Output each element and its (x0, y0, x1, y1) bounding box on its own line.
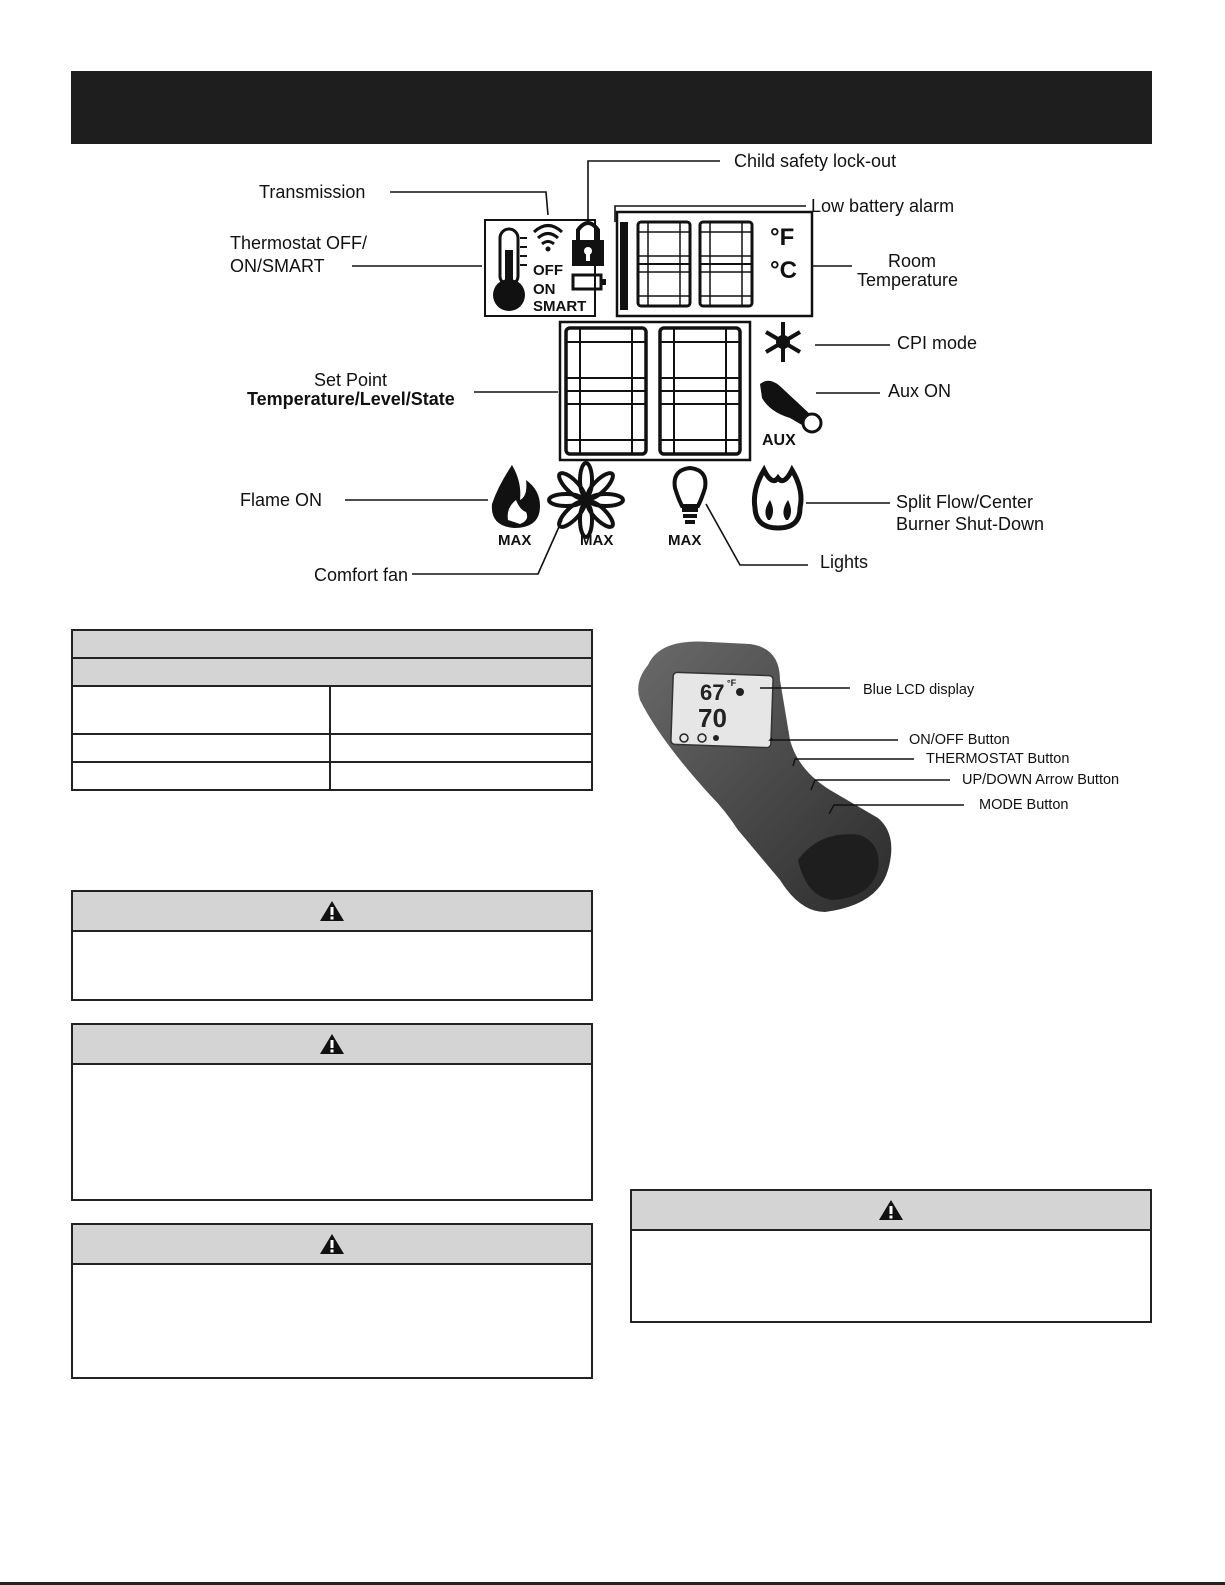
warning-header (632, 1191, 1150, 1231)
room-temperature-callout-line1: Room (888, 251, 937, 271)
blue-lcd-callout: Blue LCD display (863, 682, 975, 698)
remote-set-temp: 70 (698, 703, 727, 733)
low-battery-callout: Low battery alarm (811, 196, 955, 216)
cpi-mode-callout: CPI mode (897, 333, 978, 353)
wifi-icon (534, 226, 562, 252)
celsius-label: °C (770, 257, 797, 284)
warning-box-4 (630, 1189, 1152, 1323)
warning-triangle-icon (319, 1233, 345, 1255)
warning-header (73, 892, 591, 932)
bulb-icon (675, 468, 706, 524)
room-temperature-callout-line2: Temperature (857, 270, 959, 290)
table-cell (72, 734, 330, 762)
light-max-label: MAX (668, 532, 702, 549)
set-point-callout-line1: Set Point (314, 370, 388, 390)
warning-box-1 (71, 890, 593, 1001)
remote-room-temp: 67 (700, 680, 725, 705)
fahrenheit-label: °F (770, 224, 795, 251)
lock-icon (572, 223, 604, 266)
warning-header (73, 1025, 591, 1065)
set-point-callout-line2: Temperature/Level/State (247, 389, 455, 409)
thermostat-callout-line2: ON/SMART (230, 256, 325, 276)
split-flow-callout-line1: Split Flow/Center (896, 492, 1034, 512)
remote-unit: °F (727, 678, 737, 688)
warning-triangle-icon (319, 1033, 345, 1055)
aux-on-callout: Aux ON (888, 381, 952, 401)
hand-pointer-icon (760, 381, 821, 432)
warning-header (73, 1225, 591, 1265)
set-point-digit-2 (660, 328, 740, 454)
split-flame-icon (754, 470, 801, 528)
warning-box-3 (71, 1223, 593, 1379)
table-row (72, 762, 592, 790)
remote-bulb-icon (713, 735, 719, 741)
table-row (72, 630, 592, 658)
up-down-button-callout: UP/DOWN Arrow Button (962, 772, 1120, 788)
transmission-callout: Transmission (259, 182, 366, 202)
table-cell (72, 686, 330, 734)
mode-button-callout: MODE Button (979, 797, 1069, 813)
room-digit-1 (638, 222, 690, 306)
table-cell (330, 686, 592, 734)
table-cell (330, 734, 592, 762)
battery-icon (573, 275, 606, 289)
thermometer-icon (493, 229, 527, 311)
thermostat-callout-line1: Thermostat OFF/ (230, 233, 368, 253)
aux-label: AUX (762, 432, 796, 449)
split-flow-callout-line2: Burner Shut-Down (896, 514, 1045, 534)
fan-max-label: MAX (580, 532, 614, 549)
on-off-button-callout: ON/OFF Button (909, 732, 1010, 748)
table-row (72, 734, 592, 762)
room-digit-2 (700, 222, 752, 306)
table-row (72, 686, 592, 734)
flame-icon (492, 465, 540, 528)
remote-snowflake-icon (736, 688, 744, 696)
table-subheader-cell (72, 658, 592, 686)
table-cell (330, 762, 592, 790)
table-row (72, 658, 592, 686)
table-header-cell (72, 630, 592, 658)
flame-on-callout: Flame ON (240, 490, 323, 510)
set-point-digit-1 (566, 328, 646, 454)
snowflake-icon (766, 322, 800, 362)
spec-table (71, 629, 593, 791)
lights-callout: Lights (820, 552, 869, 572)
comfort-fan-callout: Comfort fan (314, 565, 409, 585)
flame-max-label: MAX (498, 532, 532, 549)
warning-box-2 (71, 1023, 593, 1201)
warning-triangle-icon (878, 1199, 904, 1221)
thermostat-button-callout: THERMOSTAT Button (926, 751, 1070, 767)
thermostat-on-label: ON (533, 281, 556, 298)
thermostat-smart-label: SMART (533, 298, 587, 315)
warning-triangle-icon (319, 900, 345, 922)
child-lock-callout: Child safety lock-out (734, 151, 897, 171)
low-battery-bar (620, 222, 628, 310)
thermostat-off-label: OFF (533, 262, 563, 279)
table-cell (72, 762, 330, 790)
